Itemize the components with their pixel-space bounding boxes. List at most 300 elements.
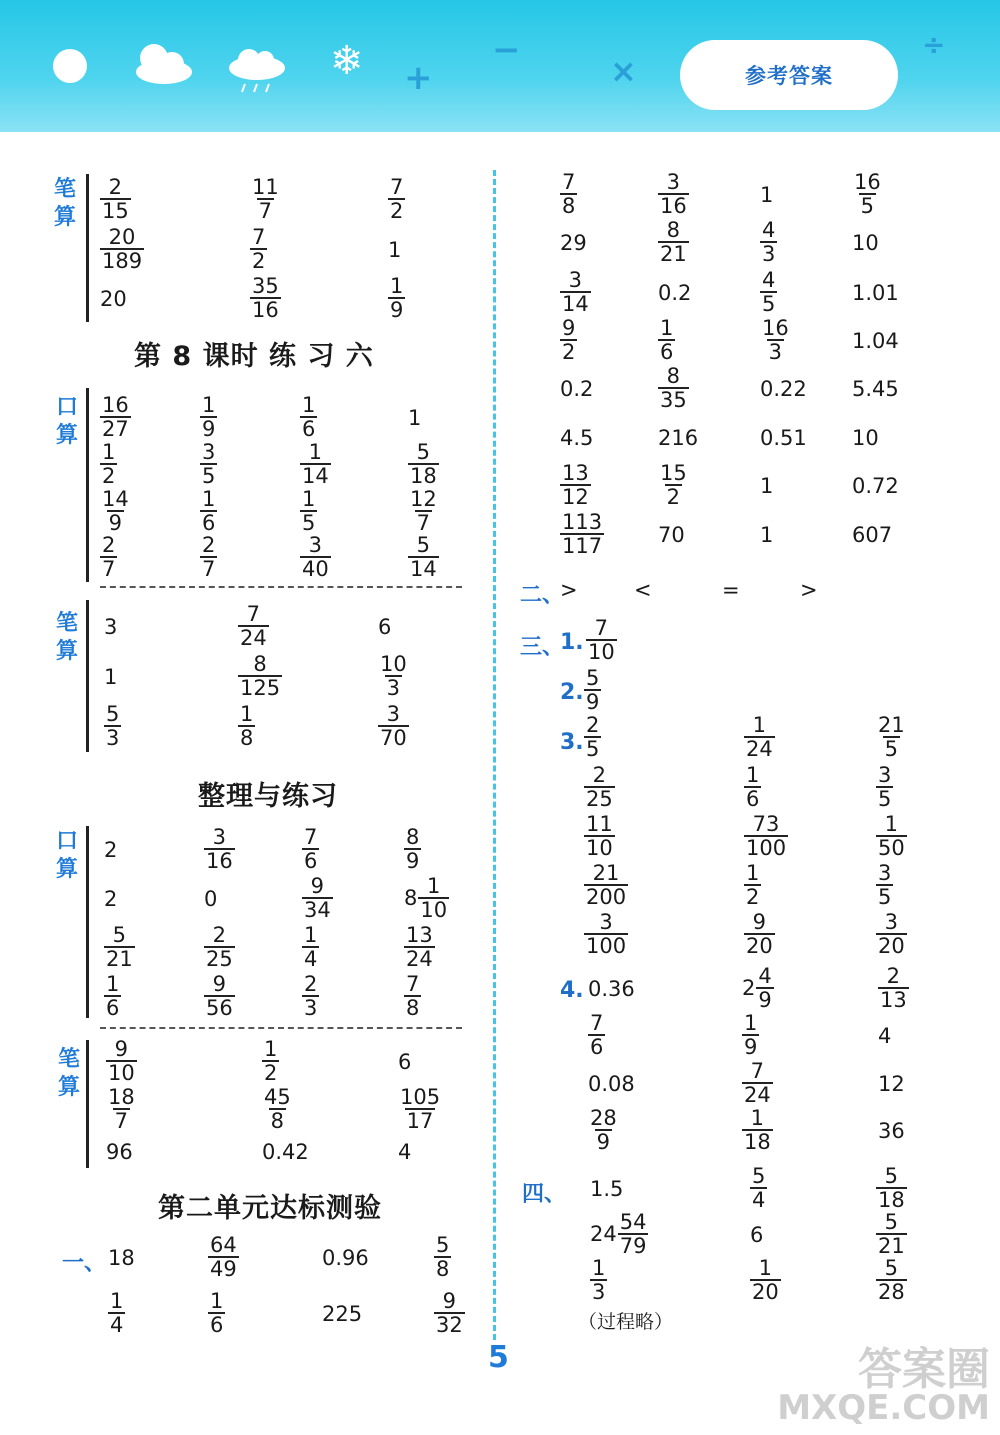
fraction (878, 965, 909, 1011)
denominator: 9 (202, 417, 216, 441)
numerator: 9 (562, 316, 576, 340)
answer-value: 0.42 (262, 1140, 309, 1164)
fraction-answer (398, 1086, 442, 1132)
fraction (588, 1107, 619, 1153)
denominator: 9 (108, 511, 123, 535)
numerator: 2 (586, 713, 600, 737)
numerator: 5 (586, 666, 600, 690)
fraction (100, 441, 117, 487)
fraction (302, 826, 319, 872)
sun-icon (50, 46, 90, 86)
numerator: 5 (752, 1164, 766, 1188)
fraction-answer (302, 973, 319, 1019)
fraction (262, 1086, 293, 1132)
fraction-answer (584, 667, 601, 713)
answer-value: 1 (408, 406, 422, 430)
denominator: 125 (240, 676, 281, 700)
denominator: 16 (660, 194, 687, 218)
fraction-answer (744, 764, 761, 810)
fraction (760, 219, 777, 265)
numerator: 8 (406, 825, 420, 849)
numerator: 5 (884, 1164, 899, 1188)
denominator: 17 (406, 1109, 434, 1133)
q3-sub-label: 4. (560, 978, 584, 1003)
numerator: 7 (406, 972, 420, 996)
numerator: 8 (253, 652, 267, 676)
denominator: 200 (586, 885, 627, 909)
denominator: 49 (210, 1257, 237, 1281)
numerator: 3 (202, 440, 216, 464)
denominator: 2 (562, 340, 576, 364)
fraction (744, 764, 761, 810)
answer-value: 0.2 (560, 377, 594, 401)
fraction-answer (876, 862, 893, 908)
fraction (250, 275, 281, 321)
fraction-answer (586, 617, 617, 663)
fraction-answer (878, 965, 909, 1011)
fraction-answer (408, 534, 439, 580)
fraction (302, 924, 319, 970)
fraction-answer (300, 394, 317, 440)
numerator: 1 (302, 393, 316, 417)
fraction-answer (208, 1290, 225, 1336)
fraction-answer (876, 1257, 907, 1303)
numerator: 3 (878, 763, 892, 787)
fraction (208, 1234, 239, 1280)
fraction (584, 911, 628, 957)
answer-value: 1.5 (590, 1177, 624, 1201)
fraction-answer (104, 973, 121, 1019)
fraction (100, 226, 144, 272)
fraction (560, 462, 591, 508)
fraction-answer (250, 226, 267, 272)
fraction-answer (876, 813, 907, 859)
q3-sub-label: 2. (560, 680, 584, 705)
fraction-answer (302, 826, 319, 872)
denominator: 5 (878, 885, 892, 909)
answer-value: 1 (760, 474, 774, 498)
fraction (618, 1211, 649, 1257)
numerator: 2 (108, 175, 123, 199)
fraction (300, 488, 317, 534)
numerator: 3 (308, 533, 323, 557)
numerator: 2 (886, 964, 901, 988)
fraction-answer (876, 764, 893, 810)
denominator: 3 (106, 726, 120, 750)
fraction-answer (876, 911, 907, 957)
numerator: 64 (210, 1233, 237, 1257)
denominator: 5 (586, 737, 600, 761)
fraction (750, 1257, 781, 1303)
fraction (204, 826, 235, 872)
fraction-answer (100, 441, 117, 487)
fraction (560, 317, 577, 363)
numerator: 20 (108, 225, 136, 249)
fraction (560, 511, 604, 557)
fraction (744, 714, 775, 760)
answer-value: 0.96 (322, 1246, 369, 1270)
kousuan-tag: 口算 (55, 395, 78, 448)
answer-value: 0 (204, 887, 218, 911)
numerator: 3 (884, 910, 899, 934)
denominator: 18 (744, 1130, 771, 1154)
answer-value: 96 (106, 1140, 133, 1164)
numerator: 1 (202, 393, 216, 417)
fraction (584, 862, 628, 908)
fraction-answer (404, 973, 421, 1019)
numerator: 5 (436, 1233, 450, 1257)
q3-label: 三、 (520, 635, 565, 660)
numerator: 1 (660, 316, 674, 340)
q2-answer: = (722, 578, 740, 602)
fraction (300, 534, 331, 580)
fraction (876, 911, 907, 957)
numerator: 8 (666, 218, 681, 242)
denominator: 20 (746, 934, 773, 958)
fraction (100, 394, 131, 440)
answer-value: 3 (104, 615, 118, 639)
numerator: 2 (304, 972, 318, 996)
denominator: 2 (390, 199, 404, 223)
answer-value: 70 (658, 523, 685, 547)
answer-value: 29 (560, 231, 587, 255)
fraction (588, 1012, 605, 1058)
fraction (238, 653, 282, 699)
fraction (590, 1257, 607, 1303)
bisuan-bar (86, 174, 89, 322)
fraction-answer (744, 911, 775, 957)
fraction-answer (658, 365, 689, 411)
answer-key-title: 参考答案 (680, 40, 898, 110)
answer-value: 6 (750, 1223, 764, 1247)
denominator: 5 (878, 787, 892, 811)
denominator: 6 (202, 511, 216, 535)
answer-value: 5.45 (852, 377, 899, 401)
fraction-answer (584, 714, 601, 760)
numerator: 7 (246, 602, 261, 626)
kousuan-bar (86, 388, 89, 582)
section-dash (100, 586, 462, 588)
denominator: 6 (210, 1313, 224, 1337)
fraction-answer (876, 714, 907, 760)
denominator: 35 (660, 388, 687, 412)
whole-part: 8 (404, 886, 418, 910)
denominator: 20 (878, 934, 905, 958)
fraction-answer (584, 764, 615, 810)
denominator: 6 (106, 996, 120, 1020)
denominator: 5 (860, 194, 875, 218)
fraction-answer (560, 462, 591, 508)
numerator: 21 (592, 861, 620, 885)
numerator: 7 (252, 225, 266, 249)
numerator: 1 (240, 702, 254, 726)
answer-value: 1 (104, 665, 118, 689)
fraction (852, 171, 883, 217)
fraction-answer (560, 269, 591, 315)
numerator: 16 (762, 316, 789, 340)
fraction-answer (750, 1165, 767, 1211)
bisuan-bar (86, 1040, 89, 1168)
answer-value: 4 (878, 1024, 892, 1048)
fraction-answer (760, 317, 791, 363)
fraction (238, 703, 255, 749)
denominator: 16 (206, 849, 233, 873)
fraction-answer (404, 826, 421, 872)
numerator: 54 (619, 1210, 647, 1234)
denominator: 3 (304, 996, 318, 1020)
fraction-answer (876, 1211, 907, 1257)
fraction (200, 394, 217, 440)
fraction-answer (658, 219, 689, 265)
fraction-answer (408, 441, 439, 487)
denominator: 6 (590, 1035, 604, 1059)
numerator: 8 (666, 364, 681, 388)
denominator: 4 (110, 1313, 124, 1337)
fraction (104, 973, 121, 1019)
fraction (756, 965, 773, 1011)
answer-value: 2 (104, 887, 118, 911)
denominator: 21 (878, 1234, 905, 1258)
minus-icon: − (492, 30, 521, 70)
fraction-answer (388, 275, 405, 321)
fraction (238, 603, 269, 649)
numerator: 1 (746, 763, 760, 787)
fraction-answer (100, 176, 131, 222)
fraction-answer (560, 171, 577, 217)
numerator: 9 (442, 1289, 457, 1313)
fraction-answer (404, 924, 435, 970)
kousuan-tag: 口算 (55, 829, 78, 882)
denominator: 6 (304, 849, 318, 873)
fraction (204, 924, 235, 970)
denominator: 21 (106, 947, 133, 971)
fraction-answer (300, 441, 331, 487)
numerator: 9 (752, 910, 767, 934)
denominator: 8 (562, 194, 576, 218)
denominator: 117 (562, 534, 603, 558)
fraction (434, 1234, 451, 1280)
denominator: 27 (102, 417, 129, 441)
numerator: 1 (308, 440, 323, 464)
denominator: 10 (586, 836, 613, 860)
fraction (200, 441, 217, 487)
numerator: 1 (592, 1256, 606, 1280)
denominator: 189 (102, 249, 143, 273)
denominator: 8 (240, 726, 254, 750)
fraction (742, 1012, 759, 1058)
section-dash (100, 1027, 462, 1029)
q3-sub-label: 3. (560, 730, 584, 755)
answer-value: 2 (104, 838, 118, 862)
denominator: 18 (410, 464, 437, 488)
numerator: 105 (400, 1085, 441, 1109)
fraction-answer (744, 813, 788, 859)
fraction-answer (200, 534, 217, 580)
whole-part: 2 (742, 976, 756, 1000)
fraction-answer (302, 924, 319, 970)
numerator: 7 (390, 175, 404, 199)
numerator: 113 (562, 510, 603, 534)
denominator: 7 (102, 557, 116, 581)
fraction-answer (434, 1290, 465, 1336)
fraction-answer (100, 226, 144, 272)
numerator: 1 (427, 874, 441, 898)
fraction-answer (200, 394, 217, 440)
fraction-answer (876, 1165, 907, 1211)
fraction (744, 813, 788, 859)
watermark-url: MXQE.COM (777, 1388, 990, 1428)
fraction-answer (408, 488, 439, 534)
plus-icon: + (404, 58, 433, 98)
denominator: 50 (878, 836, 905, 860)
denominator: 16 (252, 298, 279, 322)
answer-value: 1.01 (852, 281, 899, 305)
answer-value: 0.22 (760, 377, 807, 401)
numerator: 1 (264, 1037, 278, 1061)
denominator: 12 (562, 485, 589, 509)
numerator: 2 (592, 763, 607, 787)
fraction (418, 875, 449, 921)
answer-value: 12 (878, 1072, 905, 1096)
fraction-answer (434, 1234, 451, 1280)
answer-value: 0.72 (852, 474, 899, 498)
fraction-answer (250, 176, 281, 222)
numerator: 7 (590, 1011, 604, 1035)
denominator: 9 (406, 849, 420, 873)
denominator: 6 (746, 787, 760, 811)
fraction (388, 176, 405, 222)
denominator: 24 (406, 947, 433, 971)
fraction-answer (742, 1060, 773, 1106)
answer-value: 6 (398, 1050, 412, 1074)
denominator: 8 (436, 1257, 450, 1281)
answer-value: 216 (658, 426, 699, 450)
fraction (408, 441, 439, 487)
answer-value: 1 (388, 238, 402, 262)
fraction-answer (200, 441, 217, 487)
fraction (658, 317, 675, 363)
fraction-answer (200, 488, 217, 534)
fraction-answer (104, 924, 135, 970)
denominator: 7 (114, 1109, 129, 1133)
numerator: 13 (562, 461, 589, 485)
fraction (750, 1165, 767, 1211)
fraction (100, 488, 131, 534)
answer-value: 6 (378, 615, 392, 639)
fraction-answer (204, 924, 235, 970)
denominator: 7 (416, 511, 431, 535)
denominator: 5 (884, 737, 899, 761)
fraction (104, 703, 121, 749)
numerator: 9 (114, 1037, 129, 1061)
numerator: 1 (750, 1106, 765, 1130)
denominator: 10 (588, 640, 615, 664)
fraction (744, 911, 775, 957)
answer-value: 4 (398, 1140, 412, 1164)
kousuan-bar (86, 826, 89, 1018)
denominator: 7 (258, 199, 273, 223)
answer-value: 10 (852, 426, 879, 450)
denominator: 9 (596, 1130, 611, 1154)
answer-value: 607 (852, 523, 893, 547)
answer-value: 20 (100, 287, 127, 311)
answer-value: 1.04 (852, 329, 899, 353)
answer-value: 0.51 (760, 426, 807, 450)
numerator: 5 (106, 702, 120, 726)
fraction-answer (100, 534, 117, 580)
numerator: 16 (854, 170, 881, 194)
denominator: 9 (390, 298, 404, 322)
denominator: 28 (878, 1280, 905, 1304)
denominator: 21 (660, 242, 687, 266)
fraction (404, 826, 421, 872)
numerator: 5 (112, 923, 127, 947)
fraction-answer (658, 317, 675, 363)
fraction (378, 703, 409, 749)
answer-value: 36 (878, 1119, 905, 1143)
fraction-answer (238, 703, 255, 749)
fraction-answer (106, 1086, 137, 1132)
numerator: 12 (410, 487, 437, 511)
numerator: 1 (758, 1256, 773, 1280)
fraction-answer (760, 269, 777, 315)
answer-value: 0.36 (588, 977, 635, 1001)
denominator: 100 (746, 836, 787, 860)
denominator: 2 (666, 485, 681, 509)
denominator: 2 (746, 885, 760, 909)
fraction (876, 1257, 907, 1303)
fraction (742, 1060, 773, 1106)
fraction (658, 365, 689, 411)
fraction (106, 1038, 137, 1084)
fraction (208, 1290, 225, 1336)
denominator: 9 (586, 690, 600, 714)
fraction (584, 667, 601, 713)
q1-label: 一、 (62, 1251, 107, 1276)
numerator: 7 (750, 1059, 765, 1083)
fraction (560, 269, 591, 315)
fraction (408, 488, 439, 534)
snowflake-icon: ❄ (330, 38, 364, 84)
answer-value: 0.08 (588, 1072, 635, 1096)
fraction (300, 441, 331, 487)
denominator: 25 (206, 947, 233, 971)
mixed-number-answer (742, 965, 774, 1011)
numerator: 3 (568, 268, 583, 292)
numerator: 3 (878, 861, 892, 885)
numerator: 2 (212, 923, 227, 947)
numerator: 11 (252, 175, 279, 199)
fraction (876, 813, 907, 859)
fraction (378, 653, 409, 699)
fraction (106, 1086, 137, 1132)
numerator: 10 (380, 652, 407, 676)
fraction-answer (560, 317, 577, 363)
q3-sub-label: 1. (560, 630, 584, 655)
fraction-answer (300, 534, 331, 580)
fraction-answer (584, 862, 628, 908)
fraction-answer (204, 826, 235, 872)
fraction-answer (262, 1086, 293, 1132)
fraction (584, 813, 615, 859)
denominator: 24 (746, 737, 773, 761)
numerator: 9 (212, 972, 227, 996)
numerator: 14 (102, 487, 129, 511)
denominator: 56 (206, 996, 233, 1020)
denominator: 34 (304, 898, 331, 922)
denominator: 24 (744, 1083, 771, 1107)
bisuan-bar (86, 600, 89, 752)
